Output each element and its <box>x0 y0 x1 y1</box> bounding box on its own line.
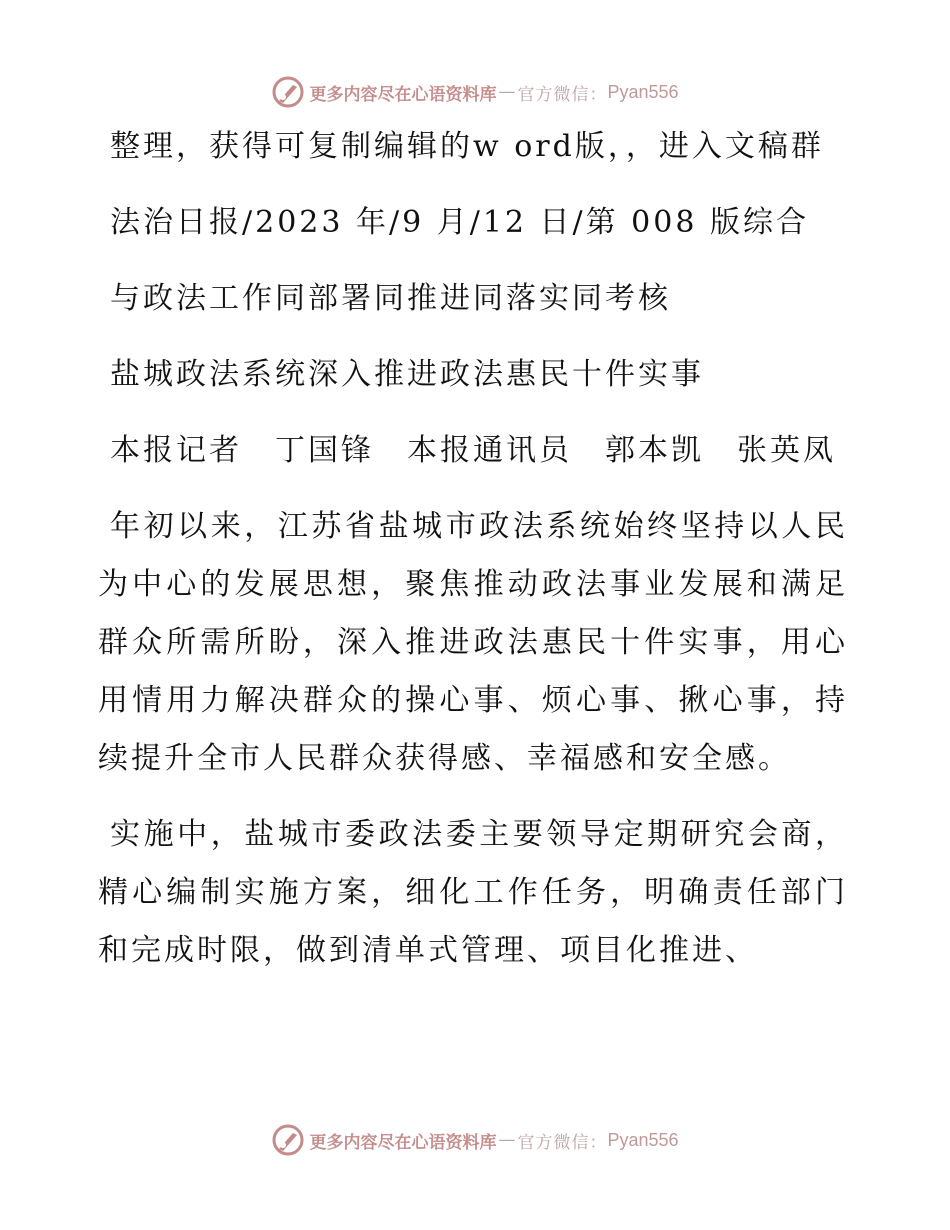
body-paragraph: 实施中，盐城市委政法委主要领导定期研究会商，精心编制实施方案，细化工作任务，明确责任部门和完成时限，做到清单式管理、项目化推进、 <box>98 817 848 968</box>
watermark-footer <box>0 1118 950 1162</box>
wechat-id: Pyan556 <box>607 1129 679 1150</box>
watermark-separator: — <box>498 82 516 102</box>
wechat-label: 官方微信： <box>517 84 608 105</box>
quill-logo-icon <box>271 1123 305 1157</box>
watermark-separator: — <box>498 1130 516 1150</box>
watermark-text: 更多内容尽在心语资料库 <box>309 1132 497 1153</box>
watermark-text: 更多内容尽在心语资料库 <box>309 84 497 105</box>
byline: 本报记者 丁国锋 本报通讯员 郭本凯 张英凤 <box>110 433 836 468</box>
quill-logo-icon <box>271 75 305 109</box>
body-paragraph: 年初以来，江苏省盐城市政法系统始终坚持以人民为中心的发展思想，聚焦推动政法事业发展和满足群众所需所盼，深入推进政法惠民十件实事，用心用情用力解决群众的操心事、烦心事、揪心事，持续提升全市人民群众获得感、幸福感和安全感。 <box>98 509 848 776</box>
document-body <box>98 118 848 980</box>
wechat-label: 官方微信： <box>517 1132 608 1153</box>
headline-subtitle: 与政法工作同部署同推进同落实同考核 <box>110 281 671 316</box>
headline-title: 盐城政法系统深入推进政法惠民十件实事 <box>110 357 704 392</box>
wechat-id: Pyan556 <box>607 81 679 102</box>
intro-line: 整理，获得可复制编辑的w ord版，，进入文稿群 <box>110 129 824 164</box>
watermark-header <box>0 70 950 114</box>
publication-line: 法治日报/2023 年/9 月/12 日/第 008 版综合 <box>110 205 809 240</box>
